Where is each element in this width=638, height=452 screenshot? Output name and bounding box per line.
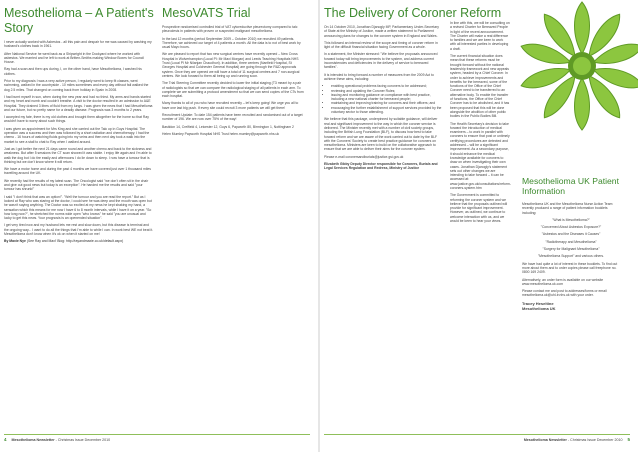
- list-item: • enabling operational problems facing coroners to be addressed;: [331, 84, 442, 88]
- booklet-item: "Surgery for Malignant Mesothelioma": [542, 247, 600, 252]
- mesovats-paragraph: Bastidon 14, Crelfield 4, Leicester 12, Guys 6, Papworth 80, Birmington 1, Nottingham 2: [162, 124, 294, 129]
- footer-publication: Mesothelioma Newsletter: [11, 438, 55, 442]
- story-paragraph: After National Service he went back as a Shipwright in the Dockyard where he worked with asbestos. We married and he left to work at Britten-Smiths making Window Boxes for Council House.: [4, 51, 144, 65]
- patient-info-sidebar: [522, 176, 620, 311]
- byline-author: By Maxie Nye: [4, 239, 26, 244]
- booklet-item: "Radiotherapy and Mesothelioma": [545, 239, 597, 244]
- story-paragraph: Ray had a scan and then ups during, I, on the other hand, have Mesothelioma, I washed his clothes.: [4, 67, 142, 76]
- coroner-paragraph: The Government is committed to reforming the coroner system and we believe that the proposals outlined will provide for significant improvement. However, as outlined, we continue to welcome interaction with us, and we would be keen to hear your views.: [450, 193, 508, 224]
- list-item: • maintaining and improving training for coroners and their officers; and: [331, 101, 442, 105]
- booklet-item: "Asbestos and the Diseases it Causes": [541, 232, 601, 237]
- footer-right: [324, 436, 630, 444]
- coroner-signature: Elizabeth Gibby Deputy Director responsible for Coroners, Burials and Legal Services Regulation and Redress, Ministry of Justice: [324, 162, 438, 171]
- mesovats-title: MesoVATS Trial: [162, 6, 251, 20]
- mesovats-paragraph: We are pleased to report that two new surgical centres have recently opened – New Cross Hospital in Wolverhampton (Local PI: Mr Maxi Morgan) and Leeds Teaching Hospitals NHS Trust (Local PI Mr Nilanjan Chaudhuri). In addition, three centres (Nanfield Hospital, St Georges Hospital and Colchester General Hospital) are going through the R&D approvals system. Once they are opened we will have a total of 11 surgical centres and 7 non-surgical centres. We look forward to them all being up and running soon.: [162, 52, 300, 78]
- coroner-paragraph: In line with this, we will be consulting on a revised Charter for Bereaved People in light of the recent announcement. The Charter will make a real difference to families and we are keen to work with all interested parties in developing a draft.: [450, 21, 510, 51]
- story-paragraph: I accepted my fate, there is my old clothes and brought them altogether for the home so that Ray wouldn't have to worry about such things.: [4, 115, 149, 124]
- page-number: 4: [4, 437, 7, 442]
- booklet-item: "Mesothelioma Support" and various others.: [537, 254, 605, 259]
- coroner-reform-title: The Delivery of Coroner Reform: [324, 6, 502, 20]
- mesovats-paragraph: Recruitment Update: To date 154 patients have been recruited and randomised out of a target number of 196. We are now over 75% of the way!: [162, 113, 303, 122]
- sidebar-intro: Mesothelioma UK and the Mesothelioma Nurse Action Team recently produced a range of patient information booklets including:: [522, 202, 613, 215]
- footer-rule: [4, 434, 310, 435]
- story-paragraph: I get very tired now and my husband lets me rest and slow down, but this disease is terminal and the ongoing way... I want to do all the things that I'm able to while I can. In work best WE not beat it. Mesothelioma don't know when it's ok on when it started on me!: [4, 223, 154, 236]
- list-item: • reviewing and updating the Coroner Rules;: [331, 89, 442, 93]
- story-paragraph: We recently had the results of my latest scan. The Oncologist said "we don't often sit in the chair and give out good news but today is an exception". He handed me the results and said "your tumour has shrunk!": [4, 178, 149, 192]
- coroner-paragraph: On 14 October 2010, Jonathan Djanogly MP, Parliamentary Under-Secretary of State at the Ministry of Justice, made a written statement to Parliament announcing plans for changes to the coroner system in England and Wales.: [324, 25, 439, 38]
- mesovats-paragraph: In the last 12 months (period September 2009 – October 2010) we recruited 49 patients. Therefore, we achieved our target of 4 patients a month. All the data is to not of best work by usual Mayo hours.: [162, 36, 301, 50]
- coroner-paragraph: The current financial situation does mean that these reforms must be brought forward without the national leadership framework and new appeals system, headed by a Chief Coroner. In order to achieve improvements and benefits for the bereaved, some of the functions of the Office of the Chief Coroner need to be transferred to an alternative body. To enable the transfer of functions, the Office of the Chief Coroner has to be abolished, and it has been proposed that this will be done alongside the abolition of other public bodies in the Public Bodies Bill.: [450, 54, 510, 119]
- list-item: • issuing and monitoring guidance on compliance with best practice, including a new national charter for bereaved people;: [331, 93, 442, 102]
- sidebar-signature-org: Mesothelioma UK: [522, 305, 556, 311]
- coroner-paragraph: It is intended to bring forward a number of measures from the 2009 Act to achieve these aims, including:: [324, 72, 434, 81]
- mesovats-paragraph: Prospective randomised controlled trial of VAT cytoreductive pleurectomy compared to talc pleurodesis in patients with proven or suspected malignant mesothelioma.: [162, 25, 298, 34]
- list-item: • encouraging the further establishment of support services provided by the voluntary sector to those attending.: [331, 106, 442, 115]
- patient-story-title: Mesothelioma – A Patient's Story: [4, 6, 154, 35]
- story-paragraph: I never actually worked with Asbestos - all this pain and despair for me was caused by washing my husband's clothes back in 1961.: [4, 40, 152, 49]
- sidebar-title: Mesothelioma UK Patient Information: [522, 176, 619, 196]
- measures-list: [324, 84, 442, 114]
- patient-story-column: [4, 6, 154, 247]
- page-number: 5: [627, 437, 630, 442]
- sidebar-signature-name: Tracey Heseltine: [522, 300, 554, 306]
- coroner-email[interactable]: Please e-mail coronersandburials@justice.gsi.gov.uk: [324, 154, 404, 159]
- footer-publication: Mesothelioma Newsletter: [523, 438, 567, 442]
- mesovats-paragraph: Many thanks to all of you who have recruited recently – let's keep going! We urge you all to have one last big push. If every site could recruit 3 more patients we will get there!: [162, 101, 299, 110]
- left-page: [0, 0, 318, 452]
- story-paragraph: I had burnt myself in sun, when during the new year and had no thirst. My arms and hands started and my heart and numb and couldn't breathe. A visit to the doctor resulted in an admission to A&E Hospital. They drained 3 litres of fluid from my lungs. I was given the news that I had Mesothelioma and our future, but no pretty name for a deadly disease. Prognosis was 3 months to 2 years.: [4, 94, 153, 112]
- coroner-paragraph: We believe that this package, underpinned by suitable guidance, will deliver real and significant improvement to the way in which the coroner service is delivered. The Minister recently met with a number of civil society groups, including the British Lung Foundation (BLF), to discuss how best to take forward reform and we are aware of the work carried out to date by the BLF with the Coroners' Society to create best practice guidance for coroners on mesothelioma. Ministers are keen to build on the collaborative approach to ensure that we are able to deliver their aims for the coroner system.: [324, 117, 438, 152]
- footer-rule: [324, 434, 630, 435]
- byline-blog-link[interactable]: (See Ray and Maxi' Blog: http://rayandmaxie.co.uk/default.aspx): [26, 239, 124, 244]
- coroner-column-2: [450, 21, 510, 226]
- footer-issue: - Christmas Issue December 2010: [55, 438, 111, 442]
- mesovats-paragraph: The Trial Steering Committee recently decided to lower the initial staging (T3 meant by a pair of radiologists so that we can compare the radiological staging of all patients in each arm. To complete we are submitting a protocol amendment so that we can send copies of the CTs from each hospital.: [162, 81, 304, 99]
- story-paragraph: I said "I don't think that was an option!". "Well the tumour and you are read the report." But as I looked at Ray who was staring at the doctor, I could see he was deep and the mouth was open but he wasn't saying anything. The Doctor was so excited at my news he kept shaking my hand, a sensation which this means for me now I have 6 to 8 month intervals, while I have it on a year. "So how long now?", he stretched the norms wide open "who knows" he said "you are unusual and lucky to get this news. Your prognosis is an openended situation".: [4, 194, 152, 221]
- footer-left: [4, 436, 310, 444]
- booklet-item: "Concerned About Asbestos Exposure?": [540, 225, 602, 230]
- sidebar-paragraph: Please contact me and post to addresses/forms or email mesothelioma.uk@uhl-tr.nhs.uk with your order.: [522, 289, 607, 298]
- flower-icon: [516, 0, 638, 175]
- booklet-item: "What is Mesothelioma?": [552, 217, 590, 222]
- story-paragraph: We have a motor home and during the past 4 months we have covered just over 1 thousand miles travelling around the UK.: [4, 167, 151, 176]
- mesovats-column: [162, 6, 304, 139]
- sidebar-paragraph: We have had quite a lot of interest in these booklets. To find out more about them and to order copies please call freephone no. 0800 169 2409.: [522, 261, 618, 275]
- coroner-paragraph: The Health Secretary's decision to take forward the introduction of medical examiners – to work in parallel with coroners to ensure that post or untimely certifying procedures are detected and addressed – will be a significant improvement. As a secondary purpose, it should enhance the medical knowledge available for coroners to draw on when investigating their own cases. Jonathan Djanogly's statement sets out other changes we are intending to take forward – it can be accessed at: www.justice.gov.uk/consultations/reform-coroners-system.htm: [450, 121, 511, 190]
- coroner-paragraph: In a statement, the Minister stressed: "We believe the proposals announced forward today will bring improvements to the system, and address current inconsistencies and deficiencies in the delivery of service to bereaved families".: [324, 52, 438, 70]
- story-paragraph: I was given an appointment for Mrs King and she carried out the Talc op in Guys Hospital. The operation was a success and then was followed by a short radiation and chemotherapy. I had the chemo - 16 hours of watching fluids going into my veins and then next day took a walk into the market to see a stall to chat to Ray when I walked around.: [4, 126, 150, 144]
- footer-issue: - Christmas Issue December 2010: [567, 438, 623, 442]
- sidebar-paragraph: Alternatively, an order form is available on our website www.mesothelioma.uk.com: [522, 277, 604, 286]
- coroner-paragraph: This followed an internal review of the scope and timing of coroner reform in light of the difficult financial situation facing Government as a whole.: [324, 40, 438, 50]
- mesovats-contact: Helen Mumley Papworth Hospital NHS Trust helen.mumley@papworth.nhs.uk: [162, 131, 280, 136]
- story-paragraph: Just as I got better the next 21 days came round and another chemo and back to the sickness and weakness. But after 5 sessions the CT scan showed it was stable. I enjoy life again and I'm able to walk the dog but I do tire easily and afternoons I do lie down to sleep. I now have a tumour that is thinking but we don't know where it will return.: [4, 146, 152, 164]
- story-byline: [4, 239, 154, 243]
- story-paragraph: Prior to my diagnosis I was a very active person, I regularly went to keep fit classes, went swimming, walked in the countryside - 10 miles sometimes and every day without fail walked the dog 2.5 miles. That changed on coming back from holiday in Spain in 2008.: [4, 79, 149, 92]
